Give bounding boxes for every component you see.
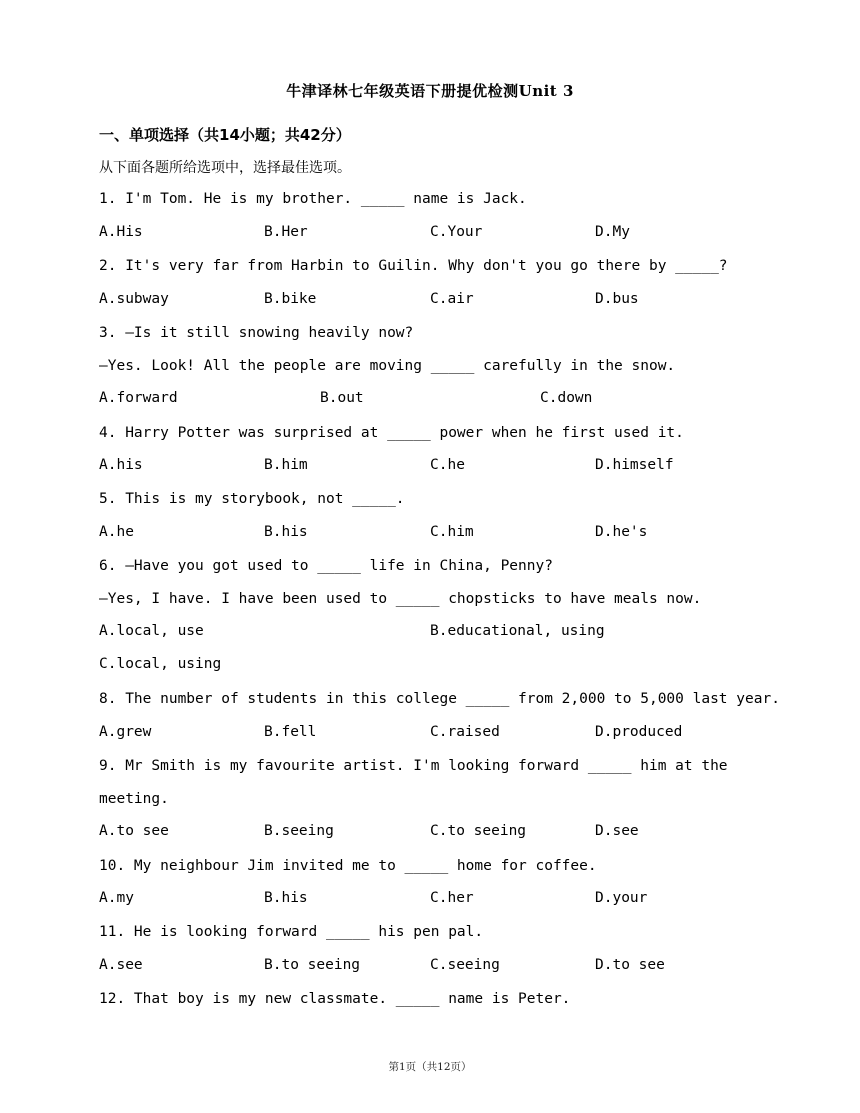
answer-option: C.Your	[430, 224, 483, 240]
answer-option: B.educational, using	[430, 623, 605, 639]
answer-option: C.local, using	[99, 656, 222, 672]
question-stem-continued: —Yes, I have. I have been used to _____ chopsticks to have meals now.	[99, 591, 702, 607]
answer-option: B.him	[264, 457, 308, 473]
question-stem: 10. My neighbour Jim invited me to _____ home for coffee.	[99, 858, 597, 874]
answer-option: B.his	[264, 524, 308, 540]
answer-option: A.my	[99, 890, 134, 906]
answer-option: A.grew	[99, 724, 152, 740]
answer-option: C.he	[430, 457, 465, 473]
answer-option: A.forward	[99, 390, 178, 406]
answer-option: B.Her	[264, 224, 308, 240]
answer-option: A.subway	[99, 291, 169, 307]
question-stem: 9. Mr Smith is my favourite artist. I'm looking forward _____ him at the	[99, 758, 728, 774]
question-stem: 5. This is my storybook, not _____.	[99, 491, 405, 507]
answer-option: A.see	[99, 957, 143, 973]
answer-option: D.produced	[595, 724, 683, 740]
answer-option: D.My	[595, 224, 630, 240]
question-stem: 2. It's very far from Harbin to Guilin. Why don't you go there by _____?	[99, 258, 728, 274]
answer-option: D.he's	[595, 524, 648, 540]
question-stem: 8. The number of students in this college _____ from 2,000 to 5,000 last year.	[99, 691, 780, 707]
answer-option: B.to seeing	[264, 957, 361, 973]
question-stem-continued: meeting.	[99, 791, 169, 807]
section-heading: 一、单项选择（共14小题；共42分）	[99, 126, 351, 144]
answer-option: C.him	[430, 524, 474, 540]
question-stem: 11. He is looking forward _____ his pen pal.	[99, 924, 484, 940]
page-title: 牛津译林七年级英语下册提优检测Unit 3	[286, 82, 574, 100]
instructions: 从下面各题所给选项中，选择最佳选项。	[99, 160, 351, 176]
answer-option: C.to seeing	[430, 823, 527, 839]
answer-option: B.his	[264, 890, 308, 906]
answer-option: C.seeing	[430, 957, 500, 973]
answer-option: B.fell	[264, 724, 317, 740]
answer-option: D.see	[595, 823, 639, 839]
answer-option: A.local, use	[99, 623, 204, 639]
question-stem: 3. —Is it still snowing heavily now?	[99, 325, 414, 341]
question-stem: 6. —Have you got used to _____ life in China, Penny?	[99, 558, 553, 574]
answer-option: C.air	[430, 291, 474, 307]
question-stem: 4. Harry Potter was surprised at _____ power when he first used it.	[99, 425, 684, 441]
answer-option: B.seeing	[264, 823, 334, 839]
answer-option: D.to see	[595, 957, 665, 973]
answer-option: A.he	[99, 524, 134, 540]
answer-option: A.his	[99, 457, 143, 473]
answer-option: A.to see	[99, 823, 169, 839]
answer-option: B.out	[320, 390, 364, 406]
answer-option: C.down	[540, 390, 593, 406]
answer-option: B.bike	[264, 291, 317, 307]
answer-option: A.His	[99, 224, 143, 240]
answer-option: D.himself	[595, 457, 674, 473]
question-stem: 1. I'm Tom. He is my brother. _____ name is Jack.	[99, 191, 527, 207]
page-footer: 第1页（共12页）	[388, 1061, 472, 1073]
answer-option: C.her	[430, 890, 474, 906]
answer-option: D.your	[595, 890, 648, 906]
question-stem-continued: —Yes. Look! All the people are moving _____ carefully in the snow.	[99, 358, 676, 374]
question-stem: 12. That boy is my new classmate. _____ name is Peter.	[99, 991, 571, 1007]
answer-option: C.raised	[430, 724, 500, 740]
answer-option: D.bus	[595, 291, 639, 307]
